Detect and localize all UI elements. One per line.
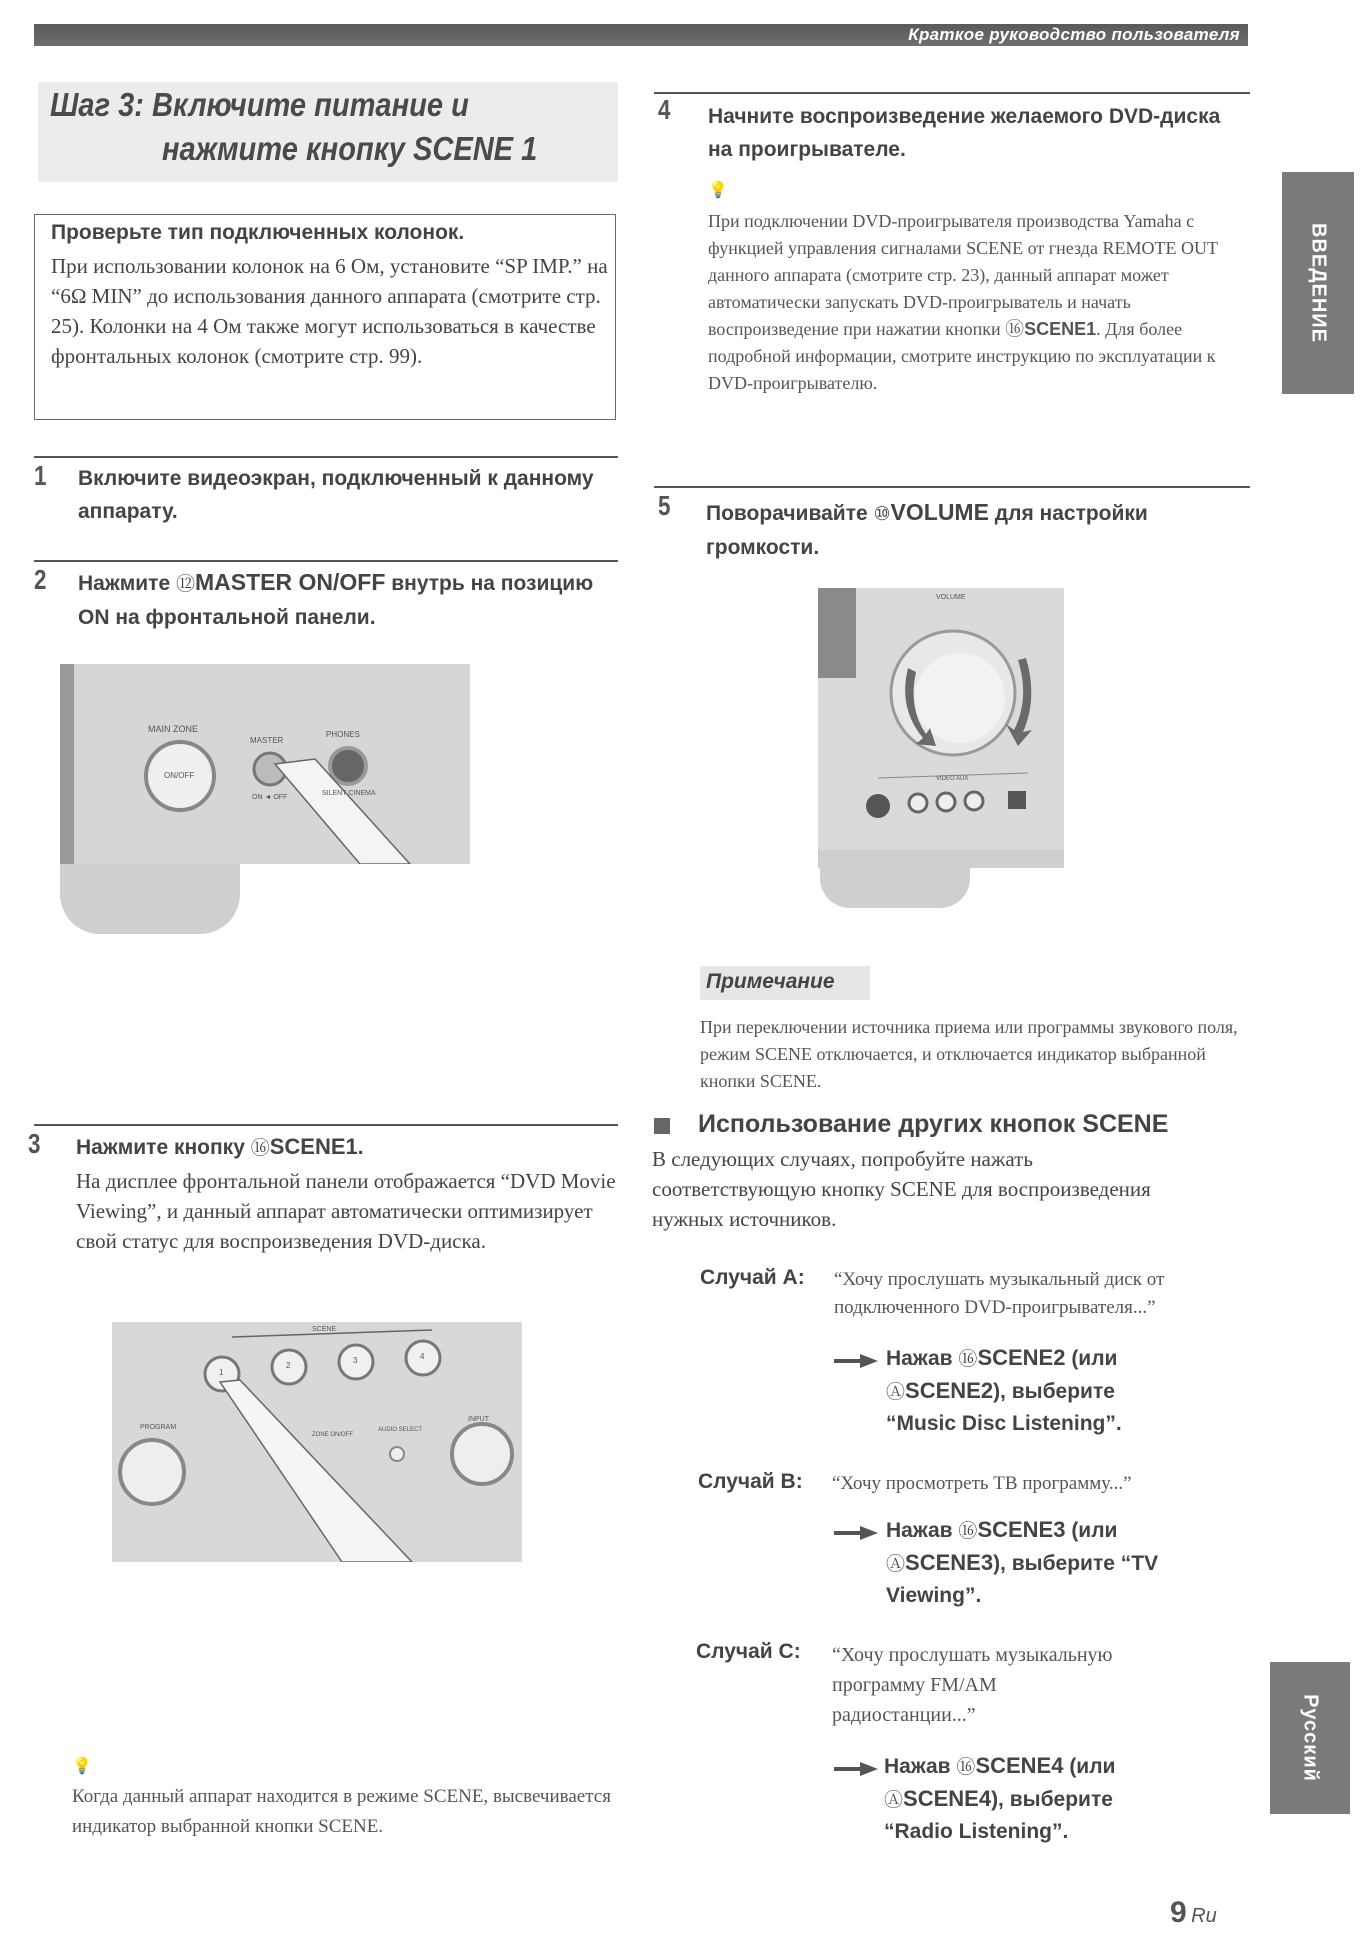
other-scenes-intro: В следующих случаях, попробуйте нажать соответствующую кнопку SCENE для воспроизведения нужных источников. <box>652 1147 1151 1231</box>
step-2-pre: Нажмите <box>78 572 176 595</box>
volume-knob-illustration <box>818 588 1064 868</box>
step-divider <box>654 486 1250 488</box>
button-name: SCENE1 <box>269 1134 358 1159</box>
scene-name: SCENE2 <box>905 1378 994 1403</box>
case-a-action <box>886 1342 1226 1439</box>
case-b-action <box>886 1514 1226 1611</box>
case-b-quote: “Хочу просмотреть ТВ программу...” <box>832 1473 1132 1494</box>
action-mid: (или <box>1063 1755 1116 1778</box>
circled-number: ⑯ <box>958 1520 978 1542</box>
scene-button-3: 3 <box>353 1356 358 1365</box>
label-audio-select: AUDIO SELECT <box>378 1427 423 1433</box>
case-c-quote-1: “Хочу прослушать музыкальную <box>832 1644 1113 1666</box>
step-divider <box>654 92 1250 94</box>
arrow-right-icon <box>834 1526 878 1540</box>
step-5-post: для настройки громкости. <box>706 502 1148 559</box>
speaker-check-box <box>34 214 616 420</box>
side-tab-russian-label: Русский <box>1299 1694 1322 1782</box>
step-number: 3 <box>28 1128 41 1159</box>
step-number: 5 <box>658 490 671 521</box>
tip-step-4-pre: При подключении DVD-проигрывателя производства Yamaha с функцией управления сигналами SCENE от гнезда REMOTE OUT данного аппарата (смотрите стр. 23), данный аппарат может автоматически запускать DVD-проигрыватель и начать воспроизведение при нажатии кнопки <box>708 211 1218 339</box>
button-name: VOLUME <box>890 499 989 525</box>
step-2-text <box>78 566 618 634</box>
label-scene: SCENE <box>312 1326 337 1333</box>
step-number: 2 <box>34 564 47 595</box>
arrow-right-icon <box>834 1762 878 1776</box>
side-tab-introduction[interactable] <box>1282 172 1354 394</box>
action-pre: Нажав <box>886 1519 959 1542</box>
case-c-quote-3: радиостанции...” <box>832 1704 976 1726</box>
scene-result: “Radio Listening”. <box>884 1820 1069 1843</box>
circled-number: ⑯ <box>250 1137 270 1159</box>
master-switch-illustration <box>60 664 470 864</box>
page-title-line1: Шаг 3: Включите питание и <box>50 86 469 123</box>
circled-number: ⑯ <box>958 1348 978 1370</box>
label-program: PROGRAM <box>140 1424 177 1431</box>
button-name: MASTER ON/OFF <box>195 569 386 595</box>
case-c-quote-2: программу FM/AM <box>832 1674 997 1696</box>
step-1-text: Включите видеоэкран, подключенный к данному аппарату. <box>78 467 594 523</box>
note-text: При переключении источника приема или программы звукового поля, режим SCENE отключается, и отключается индикатор выбранной кнопки SCENE. <box>700 1017 1238 1091</box>
scene-button-1: 1 <box>219 1368 224 1377</box>
label-volume: VOLUME <box>936 594 966 601</box>
header-bar <box>34 24 1248 46</box>
step-5-pre: Поворачивайте <box>706 502 874 525</box>
scene-name: SCENE3 <box>977 1517 1066 1542</box>
case-c-label: Случай C: <box>696 1640 801 1663</box>
action-post: ), выберите <box>993 1380 1115 1403</box>
side-tab-russian[interactable] <box>1270 1662 1350 1814</box>
label-on-off-position: ON ◄ OFF <box>252 794 288 801</box>
action-pre: Нажав <box>886 1347 959 1370</box>
tip-bulb-icon: 💡 <box>708 182 728 199</box>
section-square-icon <box>654 1118 670 1134</box>
action-post: ), выберите <box>991 1788 1113 1811</box>
speaker-check-body: При использовании колонок на 6 Ом, установите “SP IMP.” на “6Ω MIN” до использования данного аппарата (смотрите стр. 25). Колонки на 4 Ом также могут использоваться в качестве фронтальных колонок (смотрите стр. 99). <box>51 254 608 368</box>
circled-number: ⑫ <box>175 573 195 595</box>
label-video-aux: VIDEO AUX <box>936 776 969 782</box>
label-master: MASTER <box>250 736 284 745</box>
step-5-text <box>706 496 1226 564</box>
tip-bulb-icon: 💡 <box>72 1758 92 1775</box>
arrow-right-icon <box>834 1354 878 1368</box>
scene-name: SCENE4 <box>903 1786 992 1811</box>
circled-number: ⑯ <box>1005 318 1025 340</box>
action-post: ), выберите “TV <box>993 1552 1159 1575</box>
note-label: Примечание <box>706 970 835 993</box>
page-title-line2: нажмите кнопку SCENE 1 <box>162 130 538 167</box>
page-number-value: 9 <box>1170 1896 1187 1929</box>
label-silent-cinema: SILENT CINEMA <box>322 790 376 797</box>
step-divider <box>34 456 618 458</box>
device-foot <box>820 868 970 908</box>
device-foot <box>60 864 240 934</box>
case-a-label: Случай A: <box>700 1266 805 1289</box>
speaker-check-heading: Проверьте тип подключенных колонок. <box>51 221 465 244</box>
scene-result: “Music Disc Listening”. <box>886 1412 1122 1435</box>
scene-buttons-illustration <box>112 1322 522 1562</box>
step-3-pre: Нажмите кнопку <box>76 1136 251 1159</box>
step-4-text: Начните воспроизведение желаемого DVD-диска на проигрывателе. <box>708 105 1221 161</box>
case-a-quote-1: “Хочу прослушать музыкальный диск от <box>834 1269 1165 1290</box>
other-scenes-heading: Использование других кнопок SCENE <box>698 1110 1169 1138</box>
step-3-post: . <box>357 1136 364 1159</box>
scene-name: SCENE2 <box>977 1345 1066 1370</box>
section-title: Краткое руководство пользователя <box>908 25 1240 44</box>
step-number: 4 <box>658 94 671 125</box>
circled-number: ⑩ <box>873 503 891 525</box>
page-language-suffix: Ru <box>1191 1905 1217 1927</box>
case-a-quote-2: подключенного DVD-проигрывателя...” <box>834 1297 1156 1318</box>
scene-result: Viewing”. <box>886 1584 982 1607</box>
tip-step-4 <box>708 208 1238 397</box>
label-zone-on-off: ZONE ON/OFF <box>312 1432 353 1438</box>
step-number: 1 <box>34 460 47 491</box>
tip-step-3: Когда данный аппарат находится в режиме SCENE, высвечивается индикатор выбранной кнопки SCENE. <box>72 1786 611 1837</box>
case-c-action <box>884 1750 1224 1847</box>
tip-step-4-post: . Для более подробной информации, смотрите инструкцию по эксплуатации к DVD-проигрывателю. <box>708 319 1216 393</box>
circled-letter: Ⓐ <box>886 1553 906 1575</box>
step-divider <box>34 560 618 562</box>
scene-button-4: 4 <box>420 1352 425 1361</box>
page-number <box>1170 1896 1217 1930</box>
action-mid: (или <box>1065 1519 1118 1542</box>
circled-letter: Ⓐ <box>884 1789 904 1811</box>
side-tab-introduction-label: ВВЕДЕНИЕ <box>1307 223 1330 343</box>
circled-number: ⑯ <box>956 1756 976 1778</box>
label-input: INPUT <box>468 1416 489 1423</box>
step-3-body: На дисплее фронтальной панели отображается “DVD Movie Viewing”, и данный аппарат автоматически оптимизирует свой статус для воспроизведения DVD-диска. <box>76 1169 616 1253</box>
page-title <box>38 82 618 182</box>
button-name: SCENE1 <box>1024 319 1097 339</box>
action-pre: Нажав <box>884 1755 957 1778</box>
step-2-post: внутрь на позицию ON на фронтальной панели. <box>78 572 594 629</box>
step-3-text <box>76 1130 616 1165</box>
step-divider <box>34 1124 618 1126</box>
scene-name: SCENE3 <box>905 1550 994 1575</box>
scene-button-2: 2 <box>286 1361 291 1370</box>
label-phones: PHONES <box>326 730 360 739</box>
case-b-label: Случай B: <box>698 1470 803 1493</box>
label-main-zone: MAIN ZONE <box>148 724 199 734</box>
action-mid: (или <box>1065 1347 1118 1370</box>
scene-name: SCENE4 <box>975 1753 1064 1778</box>
circled-letter: Ⓐ <box>886 1381 906 1403</box>
label-on-off: ON/OFF <box>164 771 195 780</box>
